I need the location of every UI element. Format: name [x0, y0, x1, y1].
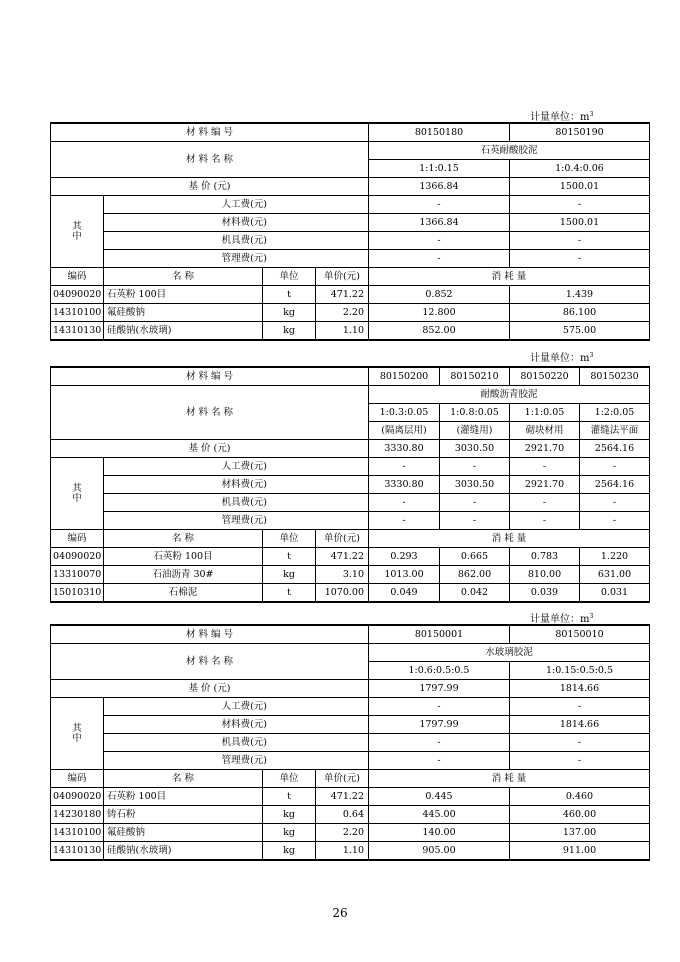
col-unit-header: 单位 [263, 268, 316, 286]
use-cell: (隔离层用) [369, 422, 440, 440]
col-price-header: 单价(元) [316, 530, 369, 548]
base-price-label: 基 价 (元) [51, 178, 369, 196]
base-price-cell: 1500.01 [510, 178, 650, 196]
row-price: 471.22 [316, 548, 369, 566]
machine-label: 机具费(元) [104, 734, 369, 752]
material-label: 材料费(元) [104, 716, 369, 734]
quota-table-3 [50, 624, 650, 861]
row-code: 14230180 [51, 806, 104, 824]
code-label: 材 料 编 号 [51, 123, 369, 142]
labor-label: 人工费(元) [104, 698, 369, 716]
table-row [51, 788, 650, 806]
ratio-cell: 1:0.6:0.5:0.5 [369, 662, 510, 680]
col-price-header: 单价(元) [316, 770, 369, 788]
row-value: 0.445 [369, 788, 510, 806]
table-row [51, 806, 650, 824]
row-name: 石英粉 100目 [104, 788, 263, 806]
labor-label: 人工费(元) [104, 458, 369, 476]
col-name-header: 名 称 [104, 268, 263, 286]
machine-cell: - [369, 232, 510, 250]
table-row [51, 286, 650, 304]
row-name: 石油沥青 30# [104, 566, 263, 584]
row-value: 86.100 [510, 304, 650, 322]
mgmt-cell: - [510, 250, 650, 268]
row-code: 14310130 [51, 322, 104, 341]
base-price-cell: 2564.16 [580, 440, 650, 458]
row-value: 0.042 [440, 584, 510, 603]
material-cell: 2921.70 [510, 476, 580, 494]
code-cell: 80150200 [369, 367, 440, 386]
ratio-cell: 1:0.3:0.05 [369, 404, 440, 422]
row-value: 0.293 [369, 548, 440, 566]
machine-cell: - [510, 232, 650, 250]
row-value: 445.00 [369, 806, 510, 824]
row-value: 0.783 [510, 548, 580, 566]
row-value: 12.800 [369, 304, 510, 322]
row-price: 3.10 [316, 566, 369, 584]
col-unit-header: 单位 [263, 770, 316, 788]
material-cell: 1797.99 [369, 716, 510, 734]
table-row [51, 584, 650, 603]
row-unit: t [263, 584, 316, 603]
col-name-header: 名 称 [104, 770, 263, 788]
use-cell: (灌缝用) [440, 422, 510, 440]
row-name: 石棉泥 [104, 584, 263, 603]
base-price-cell: 3330.80 [369, 440, 440, 458]
machine-cell: - [440, 494, 510, 512]
row-value: 1.220 [580, 548, 650, 566]
column-header-row [51, 268, 650, 286]
ratio-cell: 1:0.15:0.5:0.5 [510, 662, 650, 680]
machine-cell: - [580, 494, 650, 512]
col-consume-header: 消 耗 量 [369, 530, 650, 548]
row-value: 905.00 [369, 842, 510, 861]
unit-label-2: 计量单位：$m^3$ [530, 352, 594, 364]
row-unit: kg [263, 806, 316, 824]
row-name: 氟硅酸钠 [104, 304, 263, 322]
row-price: 1070.00 [316, 584, 369, 603]
machine-cell: - [510, 734, 650, 752]
row-value: 852.00 [369, 322, 510, 341]
ratio-cell: 1:0.4:0.06 [510, 160, 650, 178]
ratio-cell: 1:1:0.15 [369, 160, 510, 178]
row-unit: t [263, 788, 316, 806]
code-cell: 80150220 [510, 367, 580, 386]
row-code: 13310070 [51, 566, 104, 584]
row-value: 1013.00 [369, 566, 440, 584]
col-price-header: 单价(元) [316, 268, 369, 286]
row-value: 137.00 [510, 824, 650, 842]
row-price: 2.20 [316, 824, 369, 842]
col-unit-header: 单位 [263, 530, 316, 548]
machine-label: 机具费(元) [104, 494, 369, 512]
mgmt-cell: - [510, 752, 650, 770]
mgmt-label: 管理费(元) [104, 752, 369, 770]
row-value: 862.00 [440, 566, 510, 584]
row-price: 1.10 [316, 842, 369, 861]
material-cell: 3030.50 [440, 476, 510, 494]
code-label: 材 料 编 号 [51, 367, 369, 386]
code-label: 材 料 编 号 [51, 625, 369, 644]
labor-cell: - [440, 458, 510, 476]
row-unit: t [263, 286, 316, 304]
base-price-cell: 3030.50 [440, 440, 510, 458]
row-unit: t [263, 548, 316, 566]
labor-cell: - [369, 196, 510, 214]
col-code-header: 编码 [51, 770, 104, 788]
labor-cell: - [510, 196, 650, 214]
row-value: 140.00 [369, 824, 510, 842]
mgmt-cell: - [440, 512, 510, 530]
col-consume-header: 消 耗 量 [369, 268, 650, 286]
row-code: 15010310 [51, 584, 104, 603]
base-price-label: 基 价 (元) [51, 440, 369, 458]
page-number: 26 [332, 906, 348, 920]
base-price-label: 基 价 (元) [51, 680, 369, 698]
ratio-cell: 1:1:0.05 [510, 404, 580, 422]
unit-label-1: 计量单位：$m^3$ [530, 111, 594, 123]
table-row [51, 548, 650, 566]
quota-table-2 [50, 366, 650, 603]
row-price: 471.22 [316, 286, 369, 304]
base-price-cell: 1366.84 [369, 178, 510, 196]
row-value: 0.852 [369, 286, 510, 304]
table-row [51, 566, 650, 584]
row-value: 0.031 [580, 584, 650, 603]
row-price: 0.64 [316, 806, 369, 824]
row-value: 1.439 [510, 286, 650, 304]
machine-cell: - [369, 494, 440, 512]
name-label: 材 料 名 称 [51, 644, 369, 680]
code-row [51, 123, 650, 142]
row-unit: kg [263, 566, 316, 584]
code-cell: 80150010 [510, 625, 650, 644]
material-cell: 1500.01 [510, 214, 650, 232]
row-unit: kg [263, 824, 316, 842]
use-cell: 灌缝法平面 [580, 422, 650, 440]
base-price-cell: 1797.99 [369, 680, 510, 698]
name-label: 材 料 名 称 [51, 142, 369, 178]
code-cell: 80150190 [510, 123, 650, 142]
table-row [51, 824, 650, 842]
table-row [51, 842, 650, 861]
row-value: 0.460 [510, 788, 650, 806]
col-code-header: 编码 [51, 268, 104, 286]
labor-cell: - [510, 698, 650, 716]
row-name: 氟硅酸钠 [104, 824, 263, 842]
mgmt-cell: - [369, 250, 510, 268]
material-cell: 1814.66 [510, 716, 650, 734]
use-cell: 砌块材用 [510, 422, 580, 440]
row-code: 14310100 [51, 824, 104, 842]
group-name: 耐酸沥青胶泥 [369, 386, 650, 404]
row-unit: kg [263, 842, 316, 861]
row-name: 硅酸钠(水玻璃) [104, 322, 263, 341]
row-value: 0.039 [510, 584, 580, 603]
ratio-cell: 1:0.8:0.05 [440, 404, 510, 422]
row-value: 460.00 [510, 806, 650, 824]
col-name-header: 名 称 [104, 530, 263, 548]
material-cell: 3330.80 [369, 476, 440, 494]
table-row [51, 322, 650, 341]
name-label: 材 料 名 称 [51, 386, 369, 440]
mgmt-cell: - [369, 752, 510, 770]
machine-label: 机具费(元) [104, 232, 369, 250]
qi-zhong-label: 其 中 [51, 458, 104, 530]
row-unit: kg [263, 322, 316, 341]
row-code: 04090020 [51, 548, 104, 566]
col-code-header: 编码 [51, 530, 104, 548]
code-cell: 80150210 [440, 367, 510, 386]
code-cell: 80150180 [369, 123, 510, 142]
quota-table-1 [50, 122, 650, 341]
code-cell: 80150230 [580, 367, 650, 386]
row-value: 631.00 [580, 566, 650, 584]
row-unit: kg [263, 304, 316, 322]
row-name: 硅酸钠(水玻璃) [104, 842, 263, 861]
col-consume-header: 消 耗 量 [369, 770, 650, 788]
machine-cell: - [510, 494, 580, 512]
row-name: 石英粉 100目 [104, 286, 263, 304]
row-name: 铸石粉 [104, 806, 263, 824]
labor-cell: - [510, 458, 580, 476]
row-price: 1.10 [316, 322, 369, 341]
group-name: 水玻璃胶泥 [369, 644, 650, 662]
unit-label-3: 计量单位：$m^3$ [530, 613, 594, 625]
mgmt-label: 管理费(元) [104, 512, 369, 530]
row-price: 471.22 [316, 788, 369, 806]
row-name: 石英粉 100目 [104, 548, 263, 566]
ratio-cell: 1:2:0.05 [580, 404, 650, 422]
table-row [51, 304, 650, 322]
labor-cell: - [369, 458, 440, 476]
mgmt-cell: - [580, 512, 650, 530]
machine-cell: - [369, 734, 510, 752]
qi-zhong-label: 其 中 [51, 698, 104, 770]
qi-zhong-label: 其 中 [51, 196, 104, 268]
row-price: 2.20 [316, 304, 369, 322]
base-price-cell: 1814.66 [510, 680, 650, 698]
labor-cell: - [369, 698, 510, 716]
group-name: 石英耐酸胶泥 [369, 142, 650, 160]
row-code: 14310100 [51, 304, 104, 322]
row-code: 04090020 [51, 788, 104, 806]
row-code: 04090020 [51, 286, 104, 304]
material-cell: 2564.16 [580, 476, 650, 494]
material-label: 材料费(元) [104, 476, 369, 494]
mgmt-cell: - [369, 512, 440, 530]
code-cell: 80150001 [369, 625, 510, 644]
labor-label: 人工费(元) [104, 196, 369, 214]
mgmt-cell: - [510, 512, 580, 530]
material-label: 材料费(元) [104, 214, 369, 232]
labor-cell: - [580, 458, 650, 476]
mgmt-label: 管理费(元) [104, 250, 369, 268]
row-value: 0.049 [369, 584, 440, 603]
row-value: 810.00 [510, 566, 580, 584]
row-value: 575.00 [510, 322, 650, 341]
row-code: 14310130 [51, 842, 104, 861]
base-price-cell: 2921.70 [510, 440, 580, 458]
material-cell: 1366.84 [369, 214, 510, 232]
row-value: 911.00 [510, 842, 650, 861]
row-value: 0.665 [440, 548, 510, 566]
